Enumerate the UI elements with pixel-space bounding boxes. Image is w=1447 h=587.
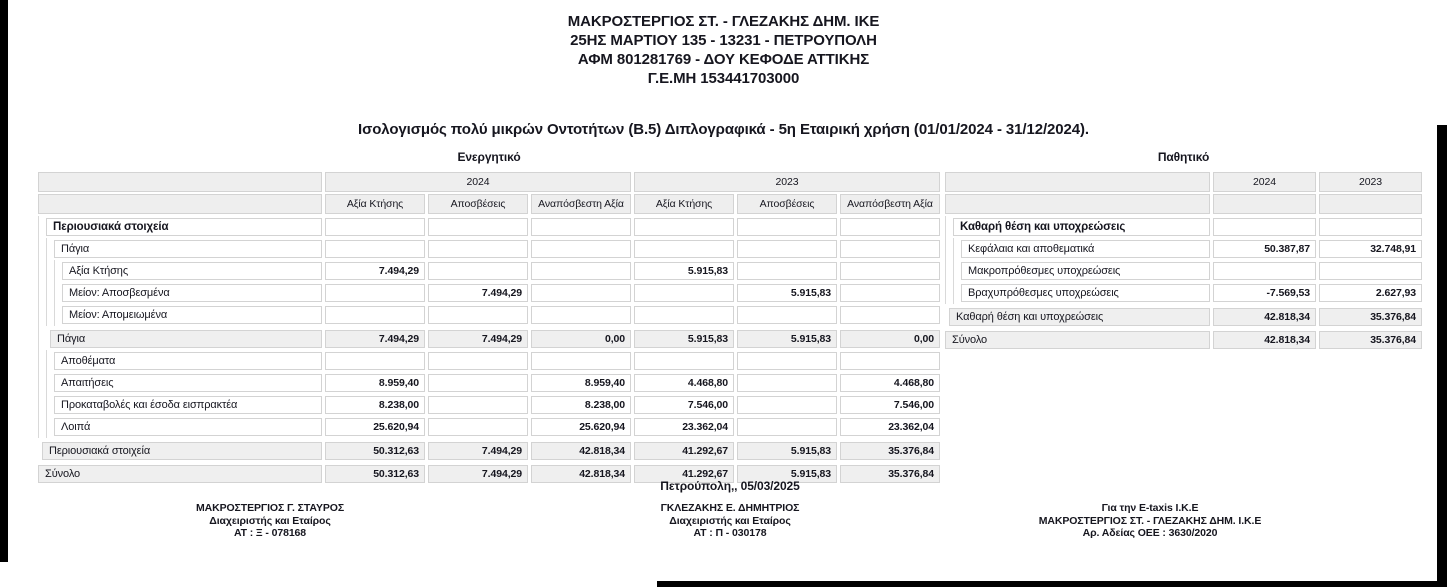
cell-value bbox=[325, 352, 425, 370]
cell-value bbox=[737, 374, 837, 392]
cell-value: 32.748,91 bbox=[1319, 240, 1422, 258]
cell-value: 4.468,80 bbox=[840, 374, 940, 392]
cell-value bbox=[428, 396, 528, 414]
signature-id: ΑΤ : Π - 030178 bbox=[693, 527, 767, 539]
table-row bbox=[945, 240, 1422, 260]
company-tax-info: ΑΦΜ 801281769 - ΔΟΥ ΚΕΦΟΔΕ ΑΤΤΙΚΗΣ bbox=[577, 51, 870, 68]
table-row bbox=[38, 262, 940, 282]
cell-value bbox=[634, 306, 734, 324]
cell-value bbox=[1319, 262, 1422, 280]
cell-value: 8.959,40 bbox=[531, 374, 631, 392]
assets-table-header bbox=[38, 172, 940, 214]
cell-value: 5.915,83 bbox=[737, 442, 837, 460]
cell-value bbox=[531, 240, 631, 258]
cell-value: 50.387,87 bbox=[1213, 240, 1316, 258]
table-row bbox=[38, 240, 940, 260]
year-column-header: 2023 bbox=[1319, 172, 1422, 192]
row-label: Σύνολο bbox=[38, 465, 322, 483]
cell-value: 23.362,04 bbox=[634, 418, 734, 436]
indent-guide bbox=[953, 238, 961, 260]
cell-value bbox=[325, 306, 425, 324]
liabilities-section-title: Παθητικό bbox=[1157, 150, 1210, 164]
company-address: 25ΗΣ ΜΑΡΤΙΟΥ 135 - 13231 - ΠΕΤΡΟΥΠΟΛΗ bbox=[570, 32, 877, 49]
cell-value: 5.915,83 bbox=[634, 262, 734, 280]
signature-role: Διαχειριστής και Εταίρος bbox=[209, 514, 331, 527]
indent-guide bbox=[46, 260, 54, 282]
cell-value: 8.238,00 bbox=[531, 396, 631, 414]
row-label: Σύνολο bbox=[945, 331, 1210, 349]
header-label-spacer bbox=[38, 194, 322, 214]
row-label: Προκαταβολές και έσοδα εισπρακτέα bbox=[54, 396, 322, 414]
report-title: Ισολογισμός πολύ μικρών Οντοτήτων (Β.5) Διπλογραφικά - 5η Εταιρική χρήση (01/01/2024 - 31/12/2024). bbox=[358, 121, 1089, 138]
cell-value: 5.915,83 bbox=[634, 330, 734, 348]
cell-value bbox=[531, 262, 631, 280]
cell-value: 35.376,84 bbox=[1319, 308, 1422, 326]
signature-for-line: Για την E-taxis Ι.Κ.Ε bbox=[1101, 502, 1199, 514]
indent-guide bbox=[46, 304, 54, 326]
column-header: Αξία Κτήσης bbox=[325, 194, 425, 214]
cell-value: 23.362,04 bbox=[840, 418, 940, 436]
indent-guide bbox=[46, 416, 54, 438]
assets-section-title: Ενεργητικό bbox=[457, 150, 521, 164]
indent-guide bbox=[945, 260, 953, 282]
cell-value bbox=[840, 284, 940, 302]
indent-guide bbox=[38, 394, 46, 416]
row-label: Πάγια bbox=[50, 330, 322, 348]
indent-guide bbox=[953, 260, 961, 282]
year-group-header: 2023 bbox=[634, 172, 940, 192]
cell-value: 25.620,94 bbox=[325, 418, 425, 436]
indent-guide bbox=[46, 238, 54, 260]
row-label: Πάγια bbox=[54, 240, 322, 258]
cell-value bbox=[325, 218, 425, 236]
table-row bbox=[945, 218, 1422, 238]
indent-guide bbox=[38, 238, 46, 260]
cell-value bbox=[737, 396, 837, 414]
table-row bbox=[38, 330, 940, 350]
table-row bbox=[945, 331, 1422, 349]
cell-value: 25.620,94 bbox=[531, 418, 631, 436]
cell-value: 50.312,63 bbox=[325, 442, 425, 460]
cell-value bbox=[737, 418, 837, 436]
table-row bbox=[38, 352, 940, 372]
row-label: Βραχυπρόθεσμες υποχρεώσεις bbox=[961, 284, 1210, 302]
year-group-header: 2024 bbox=[325, 172, 631, 192]
cell-value bbox=[840, 240, 940, 258]
row-label: Αξία Κτήσης bbox=[62, 262, 322, 280]
indent-guide bbox=[38, 282, 46, 304]
table-row bbox=[38, 306, 940, 326]
cell-value bbox=[428, 306, 528, 324]
cell-value bbox=[325, 240, 425, 258]
cell-value bbox=[428, 418, 528, 436]
table-row bbox=[945, 284, 1422, 304]
table-row bbox=[38, 374, 940, 394]
header-label-spacer bbox=[38, 172, 322, 192]
cell-value: 2.627,93 bbox=[1319, 284, 1422, 302]
cell-value: 42.818,34 bbox=[1213, 308, 1316, 326]
cell-value: 50.312,63 bbox=[325, 465, 425, 483]
signature-block-left bbox=[120, 502, 420, 540]
table-row bbox=[38, 442, 940, 460]
table-row bbox=[38, 284, 940, 304]
indent-guide bbox=[38, 416, 46, 438]
column-header-empty bbox=[1213, 194, 1316, 214]
cell-value bbox=[531, 218, 631, 236]
cell-value: 35.376,84 bbox=[1319, 331, 1422, 349]
cell-value: 41.292,67 bbox=[634, 442, 734, 460]
cell-value: 42.818,34 bbox=[531, 442, 631, 460]
cell-value bbox=[840, 352, 940, 370]
column-header-empty bbox=[1319, 194, 1422, 214]
cell-value bbox=[428, 374, 528, 392]
row-label: Καθαρή θέση και υποχρεώσεις bbox=[949, 308, 1210, 326]
column-header: Αποσβέσεις bbox=[737, 194, 837, 214]
indent-guide bbox=[46, 282, 54, 304]
signature-id: ΑΤ : Ξ - 078168 bbox=[233, 527, 307, 539]
indent-guide bbox=[38, 326, 46, 350]
cell-value: 42.818,34 bbox=[531, 465, 631, 483]
header-label-spacer bbox=[945, 194, 1210, 214]
indent-guide bbox=[38, 372, 46, 394]
indent-guide bbox=[46, 350, 54, 372]
signature-block-right bbox=[950, 502, 1350, 540]
signature-company-line: ΜΑΚΡΟΣΤΕΡΓΙΟΣ ΣΤ. - ΓΛΕΖΑΚΗΣ ΔΗΜ. Ι.Κ.Ε bbox=[1038, 514, 1262, 527]
row-label: Μείον: Απομειωμένα bbox=[62, 306, 322, 324]
cell-value: 42.818,34 bbox=[1213, 331, 1316, 349]
table-header-row bbox=[38, 172, 940, 192]
indent-guide bbox=[54, 282, 62, 304]
cell-value bbox=[531, 284, 631, 302]
indent-guide bbox=[54, 304, 62, 326]
row-label: Απαιτήσεις bbox=[54, 374, 322, 392]
cell-value bbox=[428, 240, 528, 258]
cell-value bbox=[737, 352, 837, 370]
cell-value bbox=[428, 352, 528, 370]
table-row bbox=[38, 396, 940, 416]
year-column-header: 2024 bbox=[1213, 172, 1316, 192]
company-header bbox=[0, 12, 1447, 88]
cell-value: 4.468,80 bbox=[634, 374, 734, 392]
cell-value: 5.915,83 bbox=[737, 330, 837, 348]
cell-value bbox=[634, 218, 734, 236]
cell-value bbox=[840, 262, 940, 280]
cell-value: 8.959,40 bbox=[325, 374, 425, 392]
company-name: ΜΑΚΡΟΣΤΕΡΓΙΟΣ ΣΤ. - ΓΛΕΖΑΚΗΣ ΔΗΜ. ΙΚΕ bbox=[567, 13, 880, 30]
indent-guide bbox=[38, 216, 46, 238]
indent-guide bbox=[953, 282, 961, 304]
signature-role: Διαχειριστής και Εταίρος bbox=[669, 514, 791, 527]
cell-value bbox=[1213, 218, 1316, 236]
cell-value: 5.915,83 bbox=[737, 284, 837, 302]
signature-name: ΜΑΚΡΟΣΤΕΡΓΙΟΣ Γ. ΣΤΑΥΡΟΣ bbox=[195, 502, 345, 514]
company-registry: Γ.Ε.ΜΗ 153441703000 bbox=[647, 70, 800, 87]
table-header-row bbox=[945, 194, 1422, 214]
cell-value bbox=[634, 240, 734, 258]
cell-value: 7.546,00 bbox=[840, 396, 940, 414]
cell-value: 7.494,29 bbox=[428, 284, 528, 302]
cell-value bbox=[840, 306, 940, 324]
row-label: Κεφάλαια και αποθεματικά bbox=[961, 240, 1210, 258]
indent-guide bbox=[945, 216, 953, 238]
cell-value: 7.494,29 bbox=[428, 330, 528, 348]
scan-edge-bottom bbox=[657, 581, 1447, 587]
scan-edge-right bbox=[1437, 125, 1447, 587]
table-header-row bbox=[38, 194, 940, 214]
cell-value bbox=[1319, 218, 1422, 236]
cell-value bbox=[428, 218, 528, 236]
table-row bbox=[945, 308, 1422, 326]
indent-guide bbox=[38, 304, 46, 326]
indent-guide bbox=[38, 260, 46, 282]
cell-value: 0,00 bbox=[531, 330, 631, 348]
liabilities-table bbox=[945, 148, 1422, 349]
column-header: Αναπόσβεστη Αξία bbox=[840, 194, 940, 214]
row-label: Λοιπά bbox=[54, 418, 322, 436]
cell-value: 5.915,83 bbox=[737, 465, 837, 483]
signature-name: ΓΚΛΕΖΑΚΗΣ Ε. ΔΗΜΗΤΡΙΟΣ bbox=[660, 502, 800, 514]
cell-value bbox=[634, 352, 734, 370]
indent-guide bbox=[38, 350, 46, 372]
cell-value: 7.494,29 bbox=[428, 442, 528, 460]
cell-value: 41.292,67 bbox=[634, 465, 734, 483]
liabilities-table-body bbox=[945, 218, 1422, 349]
cell-value: 7.546,00 bbox=[634, 396, 734, 414]
header-label-spacer bbox=[945, 172, 1210, 192]
row-label: Μείον: Αποσβεσμένα bbox=[62, 284, 322, 302]
cell-value bbox=[634, 284, 734, 302]
cell-value bbox=[428, 262, 528, 280]
cell-value bbox=[531, 306, 631, 324]
cell-value: 7.494,29 bbox=[428, 465, 528, 483]
cell-value bbox=[737, 240, 837, 258]
indent-guide bbox=[945, 282, 953, 304]
indent-guide bbox=[945, 238, 953, 260]
table-row bbox=[38, 418, 940, 438]
liabilities-table-header bbox=[945, 172, 1422, 214]
cell-value: 35.376,84 bbox=[840, 442, 940, 460]
cell-value bbox=[737, 262, 837, 280]
cell-value: 8.238,00 bbox=[325, 396, 425, 414]
table-row bbox=[945, 262, 1422, 282]
cell-value bbox=[737, 218, 837, 236]
indent-guide bbox=[46, 394, 54, 416]
table-row bbox=[38, 218, 940, 238]
indent-guide bbox=[46, 372, 54, 394]
cell-value: 0,00 bbox=[840, 330, 940, 348]
signature-licence-line: Αρ. Αδείας ΟΕΕ : 3630/2020 bbox=[1082, 527, 1218, 539]
cell-value bbox=[325, 284, 425, 302]
indent-guide bbox=[54, 260, 62, 282]
assets-table-body bbox=[38, 218, 940, 483]
cell-value bbox=[840, 218, 940, 236]
cell-value: -7.569,53 bbox=[1213, 284, 1316, 302]
cell-value bbox=[737, 306, 837, 324]
assets-table bbox=[38, 148, 940, 483]
table-header-row bbox=[945, 172, 1422, 192]
row-label: Περιουσιακά στοιχεία bbox=[46, 218, 322, 236]
place-date: Πετρούπολη,, 05/03/2025 bbox=[660, 479, 800, 493]
cell-value: 7.494,29 bbox=[325, 262, 425, 280]
row-label: Μακροπρόθεσμες υποχρεώσεις bbox=[961, 262, 1210, 280]
cell-value: 35.376,84 bbox=[840, 465, 940, 483]
cell-value bbox=[531, 352, 631, 370]
cell-value: 7.494,29 bbox=[325, 330, 425, 348]
column-header: Αποσβέσεις bbox=[428, 194, 528, 214]
row-label: Περιουσιακά στοιχεία bbox=[42, 442, 322, 460]
column-header: Αναπόσβεστη Αξία bbox=[531, 194, 631, 214]
row-label: Καθαρή θέση και υποχρεώσεις bbox=[953, 218, 1210, 236]
cell-value bbox=[1213, 262, 1316, 280]
row-label: Αποθέματα bbox=[54, 352, 322, 370]
column-header: Αξία Κτήσης bbox=[634, 194, 734, 214]
signature-block-center bbox=[580, 502, 880, 540]
